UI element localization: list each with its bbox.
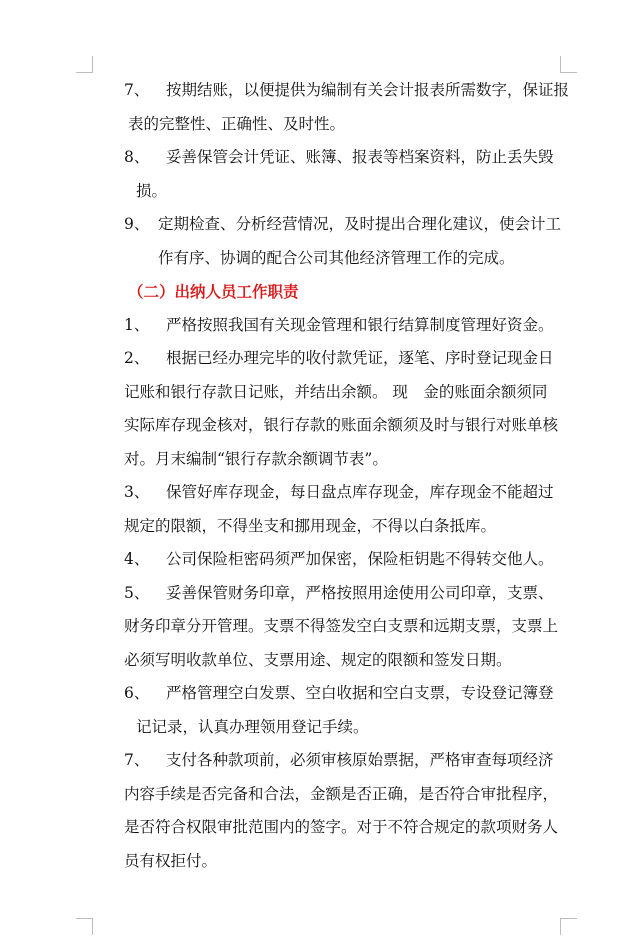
item-number: 3、 <box>124 483 150 501</box>
item-text: 严格管理空白发票、空白收据和空白支票，专设登记簿登 <box>166 684 554 702</box>
item-text: 记账和银行存款日记账，并结出余额。 现 金的账面余额须同 <box>124 382 548 401</box>
list-item-continuation <box>124 711 572 745</box>
margin-mark-bottom-right <box>560 918 577 935</box>
list-item-continuation <box>124 108 572 142</box>
list-item <box>124 543 572 577</box>
item-number: 8、 <box>124 148 150 166</box>
item-text: 员有权拒付。 <box>124 851 218 870</box>
list-item-continuation <box>124 811 572 845</box>
list-item-continuation <box>124 376 572 410</box>
item-text: 内容手续是否完备和合法，金额是否正确，是否符合审批程序， <box>124 784 559 803</box>
document-body <box>124 74 572 878</box>
item-number: 7、 <box>124 751 150 769</box>
item-number: 1、 <box>124 315 150 334</box>
item-text: 严格按照我国有关现金管理和银行结算制度管理好资金。 <box>166 315 554 334</box>
item-text: 实际库存现金核对，银行存款的账面余额须及时与银行对账单核 <box>124 416 559 434</box>
list-item-continuation <box>124 610 572 644</box>
list-item <box>124 677 572 711</box>
list-item <box>124 476 572 510</box>
list-item-continuation <box>124 409 572 443</box>
item-text: 作有序、协调的配合公司其他经济管理工作的完成。 <box>158 248 515 267</box>
margin-mark-top-right <box>560 56 577 73</box>
item-text: 妥善保管财务印章，严格按照用途使用公司印章，支票、 <box>166 583 554 602</box>
list-item-continuation <box>124 175 572 209</box>
item-number: 4、 <box>124 550 150 568</box>
list-item-continuation <box>124 443 572 477</box>
margin-mark-bottom-left <box>76 918 93 935</box>
item-text: 必须写明收款单位、支票用途、规定的限额和签发日期。 <box>124 650 512 669</box>
list-item-continuation <box>124 242 572 276</box>
item-number: 5、 <box>124 583 150 602</box>
list-item-continuation <box>124 510 572 544</box>
item-text: 保管好库存现金，每日盘点库存现金，库存现金不能超过 <box>166 483 554 501</box>
item-text: 表的完整性、正确性、及时性。 <box>128 114 346 133</box>
item-text: 规定的限额，不得坐支和挪用现金，不得以白条抵库。 <box>124 516 497 535</box>
list-item <box>124 342 572 376</box>
item-text: 支付各种款项前，必须审核原始票据，严格审查每项经济 <box>166 751 554 769</box>
item-number: 9、 <box>124 215 150 233</box>
list-item-continuation <box>124 778 572 812</box>
margin-mark-top-left <box>76 56 93 73</box>
item-number: 6、 <box>124 684 150 702</box>
item-text: 是否符合权限审批范围内的签字。对于不符合规定的款项财务人 <box>124 818 559 836</box>
item-number: 2、 <box>124 349 150 367</box>
list-item-continuation <box>124 644 572 678</box>
item-text: 记记录，认真办理领用登记手续。 <box>136 717 369 736</box>
list-item <box>124 309 572 343</box>
item-text: 根据已经办理完毕的收付款凭证，逐笔、序时登记现金日 <box>166 349 554 367</box>
item-text: 公司保险柜密码须严加保密，保险柜钥匙不得转交他人。 <box>166 550 554 568</box>
section-heading: （二）出纳人员工作职责 <box>128 282 299 301</box>
list-item <box>124 74 572 108</box>
list-item <box>124 141 572 175</box>
item-text: 对。月末编制“银行存款余额调节表”。 <box>124 449 388 468</box>
list-item <box>124 577 572 611</box>
list-item <box>124 744 572 778</box>
item-text: 妥善保管会计凭证、账簿、报表等档案资料，防止丢失毁 <box>166 148 554 166</box>
list-item <box>124 208 572 242</box>
item-text: 定期检查、分析经营情况，及时提出合理化建议，使会计工 <box>158 215 562 233</box>
item-text: 损。 <box>136 181 168 200</box>
list-item-continuation <box>124 845 572 879</box>
item-text: 按期结账，以便提供为编制有关会计报表所需数字，保证报 <box>166 81 570 99</box>
item-number: 7、 <box>124 81 150 99</box>
item-text: 财务印章分开管理。支票不得签发空白支票和远期支票，支票上 <box>124 617 559 635</box>
